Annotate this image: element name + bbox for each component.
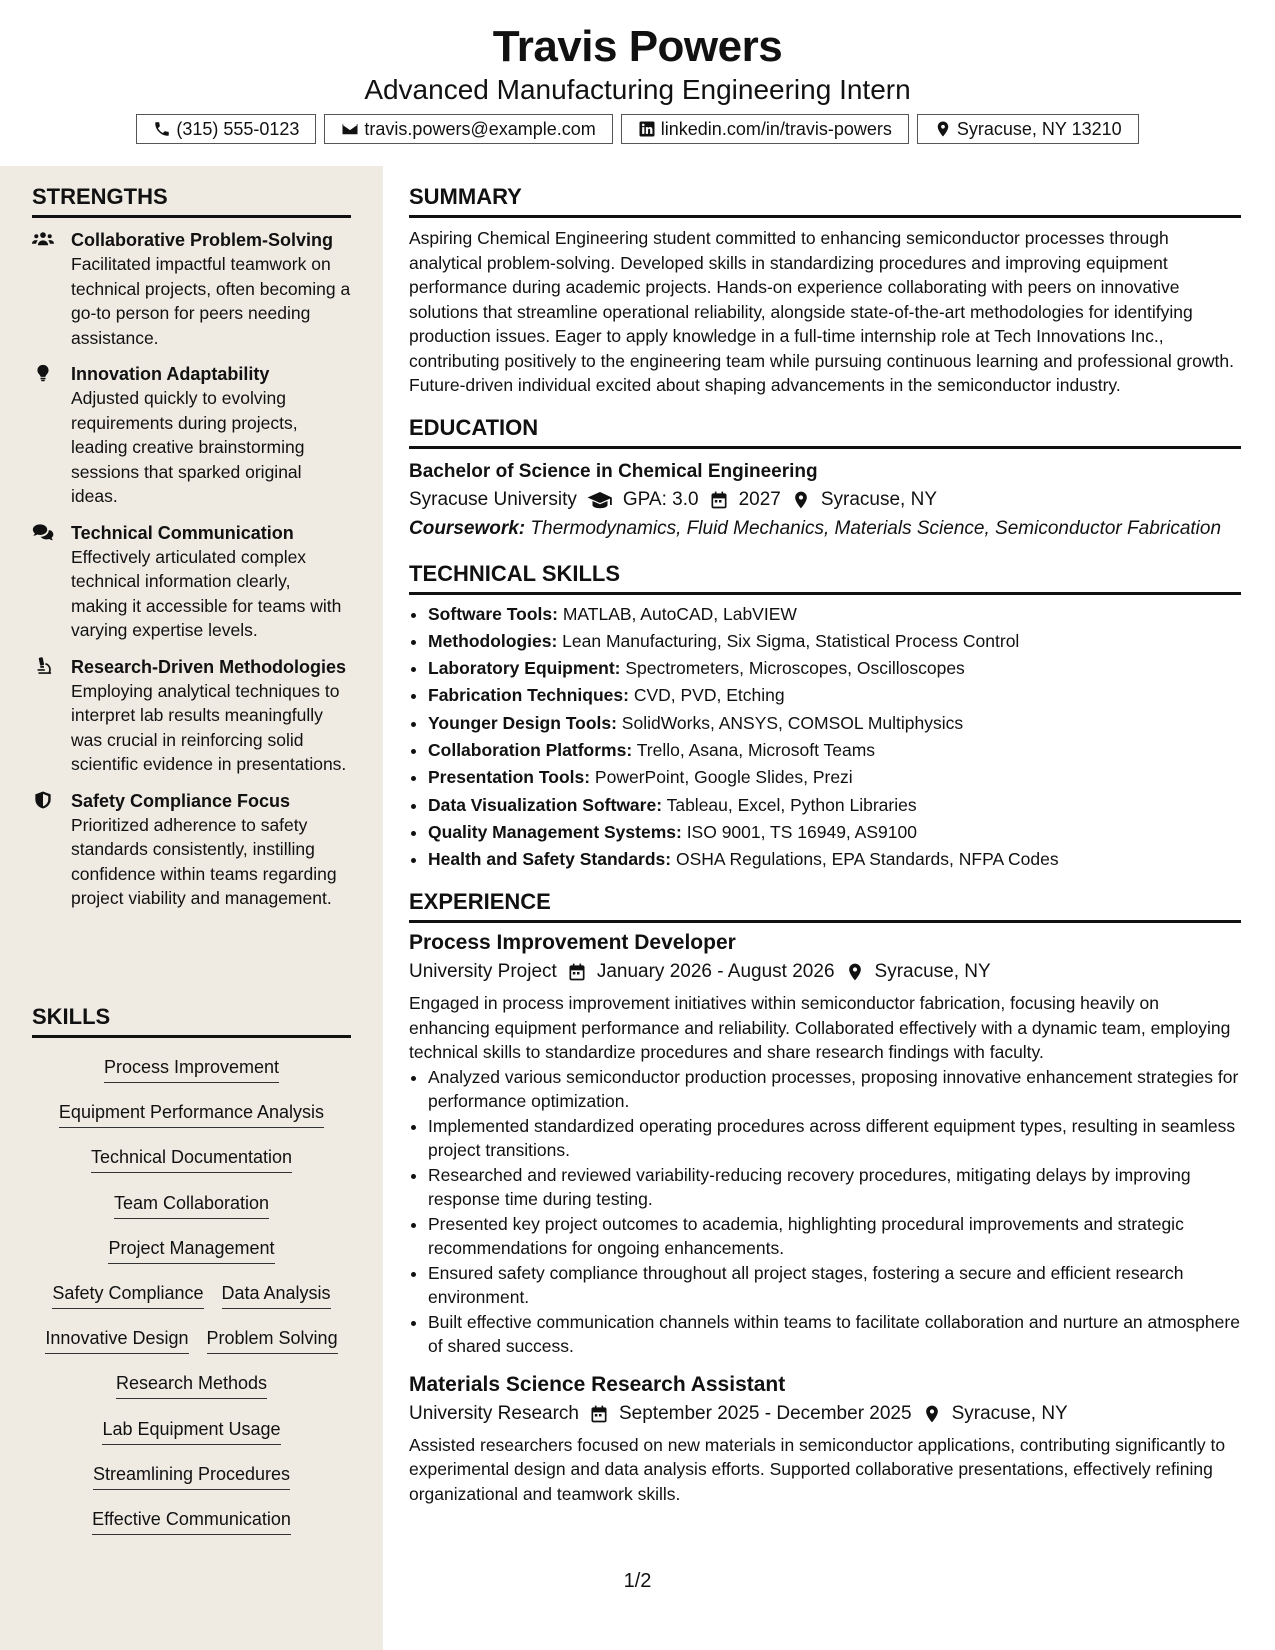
list-item: • Ensured safety compliance throughout all project stages, fostering a secure and efficient research environment. <box>428 1261 1241 1310</box>
users-icon <box>32 230 56 250</box>
contact-linkedin[interactable] <box>621 114 909 144</box>
strength-item <box>32 789 351 911</box>
skill-values: Trello, Asana, Microsoft Teams <box>632 739 876 760</box>
page-number: 1/2 <box>623 1570 652 1592</box>
list-item: • Presented key project outcomes to academia, highlighting procedural improvements and strategic recommendations for ongoing enhancements. <box>428 1212 1241 1261</box>
skills-heading: SKILLS <box>32 1004 351 1038</box>
linkedin-icon <box>638 120 656 138</box>
list-item <box>428 819 1241 846</box>
skill-row <box>32 1319 351 1364</box>
main-column <box>409 166 1241 1506</box>
job-location: Syracuse, NY <box>951 1402 1068 1424</box>
list-item <box>428 601 1241 628</box>
strength-item <box>32 655 351 777</box>
skill-tag: Effective Communication <box>92 1508 291 1535</box>
skill-values: MATLAB, AutoCAD, LabVIEW <box>557 603 797 624</box>
skill-tag: Safety Compliance <box>52 1282 203 1309</box>
skill-category: Data Visualization Software: <box>428 794 663 815</box>
strength-desc: Prioritized adherence to safety standards consistently, instilling confidence within teams regarding project viability and management. <box>71 814 337 908</box>
map-pin-icon <box>922 1404 942 1424</box>
skill-category: Laboratory Equipment: <box>428 658 621 679</box>
strengths-section <box>32 184 351 923</box>
contact-location[interactable] <box>917 114 1139 144</box>
list-item: • Analyzed various semiconductor production processes, proposing innovative enhancement strategies for performance optimization. <box>428 1065 1241 1114</box>
contact-phone-text: (315) 555-0123 <box>176 118 300 139</box>
contact-linkedin-text: linkedin.com/in/travis-powers <box>660 118 892 139</box>
skill-tag: Process Improvement <box>104 1056 279 1083</box>
phone-icon <box>153 120 171 138</box>
education-meta <box>409 485 1241 515</box>
strength-name: Safety Compliance Focus <box>71 790 291 811</box>
strength-item <box>32 228 351 350</box>
skill-tag: Project Management <box>108 1237 274 1264</box>
list-item <box>428 846 1241 873</box>
job-dates: January 2026 - August 2026 <box>596 961 835 983</box>
skill-tag: Team Collaboration <box>114 1192 269 1219</box>
list-item <box>428 737 1241 764</box>
summary-heading: SUMMARY <box>409 184 1241 218</box>
strength-name: Technical Communication <box>71 522 294 543</box>
skill-row <box>32 1364 351 1409</box>
contact-phone[interactable] <box>136 114 316 144</box>
strength-name: Research-Driven Methodologies <box>71 656 347 677</box>
job-bullets <box>409 1065 1241 1359</box>
skill-row <box>32 1184 351 1229</box>
job-title: Materials Science Research Assistant <box>409 1372 786 1396</box>
skill-category: Quality Management Systems: <box>428 821 682 842</box>
skill-values: Lean Manufacturing, Six Sigma, Statistical Process Control <box>557 630 1020 651</box>
skill-tag: Problem Solving <box>207 1327 338 1354</box>
skill-category: Younger Design Tools: <box>428 712 617 733</box>
microscope-icon <box>32 657 56 677</box>
list-item <box>428 682 1241 709</box>
job-org: University Project <box>409 961 557 983</box>
map-pin-icon <box>934 120 952 138</box>
skill-values: Tableau, Excel, Python Libraries <box>662 794 917 815</box>
skill-category: Presentation Tools: <box>428 767 591 788</box>
gpa: GPA: 3.0 <box>622 488 699 510</box>
coursework <box>409 517 1241 541</box>
strength-desc: Effectively articulated complex technical information clearly, making it accessible for teams with varying expertise levels. <box>71 546 342 640</box>
calendar-icon <box>567 962 587 982</box>
contact-email-text: travis.powers@example.com <box>364 118 596 139</box>
job-description: Engaged in process improvement initiatives within semiconductor fabrication, focusing heavily on enhancing equipment performance and reliability. Collaborated effectively with a dynamic team, employing technical skills to standardize procedures and share research findings with faculty. <box>409 993 1231 1063</box>
list-item: • Built effective communication channels within teams to facilitate collaboration and nurture an atmosphere of shared success. <box>428 1310 1241 1359</box>
skill-category: Collaboration Platforms: <box>428 739 633 760</box>
lightbulb-icon <box>32 364 56 384</box>
strengths-heading: STRENGTHS <box>32 184 351 218</box>
envelope-icon <box>341 120 359 138</box>
education-section <box>409 415 1241 541</box>
map-pin-icon <box>791 490 811 510</box>
skill-tag: Equipment Performance Analysis <box>59 1101 324 1128</box>
skill-tag: Research Methods <box>116 1372 267 1399</box>
contact-email[interactable] <box>324 114 612 144</box>
skill-values: CVD, PVD, Etching <box>628 685 785 706</box>
strength-name: Innovation Adaptability <box>71 364 270 384</box>
graduation-year: 2027 <box>738 488 781 510</box>
skill-category: Fabrication Techniques: <box>428 685 629 706</box>
sidebar <box>0 166 383 1650</box>
coursework-list: Thermodynamics, Fluid Mechanics, Materials Science, Semiconductor Fabrication <box>525 517 1222 539</box>
skills-list <box>32 1048 351 1545</box>
list-item <box>428 764 1241 791</box>
skill-category: Health and Safety Standards: <box>428 849 672 870</box>
experience-heading: EXPERIENCE <box>409 889 1241 923</box>
job-entry <box>409 1371 1241 1507</box>
job-entry <box>409 929 1241 1359</box>
job-meta <box>409 1399 1241 1429</box>
job-location: Syracuse, NY <box>874 961 991 983</box>
comments-icon <box>32 523 56 543</box>
candidate-title: Advanced Manufacturing Engineering Intern <box>364 74 911 105</box>
skill-category: Methodologies: <box>428 630 558 651</box>
skill-tag: Data Analysis <box>222 1282 331 1309</box>
strength-desc: Employing analytical techniques to interpret lab results meaningfully was crucial in reinforcing solid scientific evidence in presentations. <box>71 680 347 774</box>
job-org: University Research <box>409 1402 579 1424</box>
map-pin-icon <box>845 962 865 982</box>
list-item <box>428 792 1241 819</box>
contact-bar <box>0 114 1275 144</box>
skill-row <box>32 1229 351 1274</box>
degree: Bachelor of Science in Chemical Engineering <box>409 460 818 482</box>
skill-row <box>32 1048 351 1093</box>
skill-tag: Technical Documentation <box>91 1146 292 1173</box>
list-item <box>428 655 1241 682</box>
skills-section <box>32 1004 351 1545</box>
contact-location-text: Syracuse, NY 13210 <box>956 118 1122 139</box>
skill-tag: Lab Equipment Usage <box>102 1418 280 1445</box>
strength-item <box>32 521 351 643</box>
education-heading: EDUCATION <box>409 415 1241 449</box>
shield-icon <box>32 791 56 811</box>
coursework-label: Coursework: <box>409 517 526 539</box>
skill-tag: Streamlining Procedures <box>93 1463 290 1490</box>
technical-skills-section <box>409 561 1241 874</box>
list-item <box>428 628 1241 655</box>
calendar-icon <box>589 1404 609 1424</box>
resume-header <box>0 0 1275 166</box>
summary-text: Aspiring Chemical Engineering student committed to enhancing semiconductor processes through analytical problem-solving. Developed skills in standardizing procedures and improving equipment performance during academic projects. Hands-on experience collaborating with peers on innovative solutions that streamline operational reliability, alongside state-of-the-art methodologies for identifying production issues. Eager to apply knowledge in a full-time internship role at Tech Innovations Inc., contributing positively to the engineering team while pursuing continuous learning and professional growth. Future-driven individual excited about shaping advancements in the semiconductor industry. <box>409 228 1234 395</box>
skill-category: Software Tools: <box>428 603 558 624</box>
school-location: Syracuse, NY <box>820 488 938 510</box>
school-name: Syracuse University <box>409 488 577 510</box>
skill-row <box>32 1138 351 1183</box>
skill-values: PowerPoint, Google Slides, Prezi <box>590 767 853 788</box>
candidate-name: Travis Powers <box>492 22 783 71</box>
strength-name: Collaborative Problem-Solving <box>71 230 334 250</box>
strength-desc: Adjusted quickly to evolving requirements during projects, leading creative brainstorming sessions that sparked original ideas. <box>71 388 305 506</box>
job-description: Assisted researchers focused on new materials in semiconductor applications, contributing significantly to experimental design and data analysis efforts. Supported collaborative presentations, effectively refining organizational and teamwork skills. <box>409 1434 1226 1504</box>
job-meta <box>409 957 1241 987</box>
technical-skills-list <box>409 601 1241 874</box>
skill-values: OSHA Regulations, EPA Standards, NFPA Codes <box>671 849 1059 870</box>
skill-row <box>32 1410 351 1455</box>
skill-row <box>32 1500 351 1545</box>
skill-row <box>32 1274 351 1319</box>
strength-desc: Facilitated impactful teamwork on technical projects, often becoming a go-to person for peers needing assistance. <box>71 254 351 348</box>
technical-skills-heading: TECHNICAL SKILLS <box>409 561 1241 595</box>
skill-values: SolidWorks, ANSYS, COMSOL Multiphysics <box>616 712 964 733</box>
strength-item <box>32 362 351 509</box>
graduation-cap-icon <box>587 490 613 510</box>
skill-row <box>32 1455 351 1500</box>
calendar-icon <box>709 490 729 510</box>
skill-values: ISO 9001, TS 16949, AS9100 <box>681 821 917 842</box>
skill-row <box>32 1093 351 1138</box>
list-item <box>428 710 1241 737</box>
summary-section <box>409 166 1241 398</box>
experience-section <box>409 889 1241 1506</box>
job-dates: September 2025 - December 2025 <box>619 1402 912 1424</box>
skill-values: Spectrometers, Microscopes, Oscilloscopes <box>620 658 965 679</box>
job-title: Process Improvement Developer <box>409 931 736 955</box>
list-item: • Implemented standardized operating procedures across different equipment types, resulting in seamless project transitions. <box>428 1114 1241 1163</box>
skill-tag: Innovative Design <box>45 1327 188 1354</box>
list-item: • Researched and reviewed variability-reducing recovery procedures, mitigating delays by improving response time during testing. <box>428 1163 1241 1212</box>
